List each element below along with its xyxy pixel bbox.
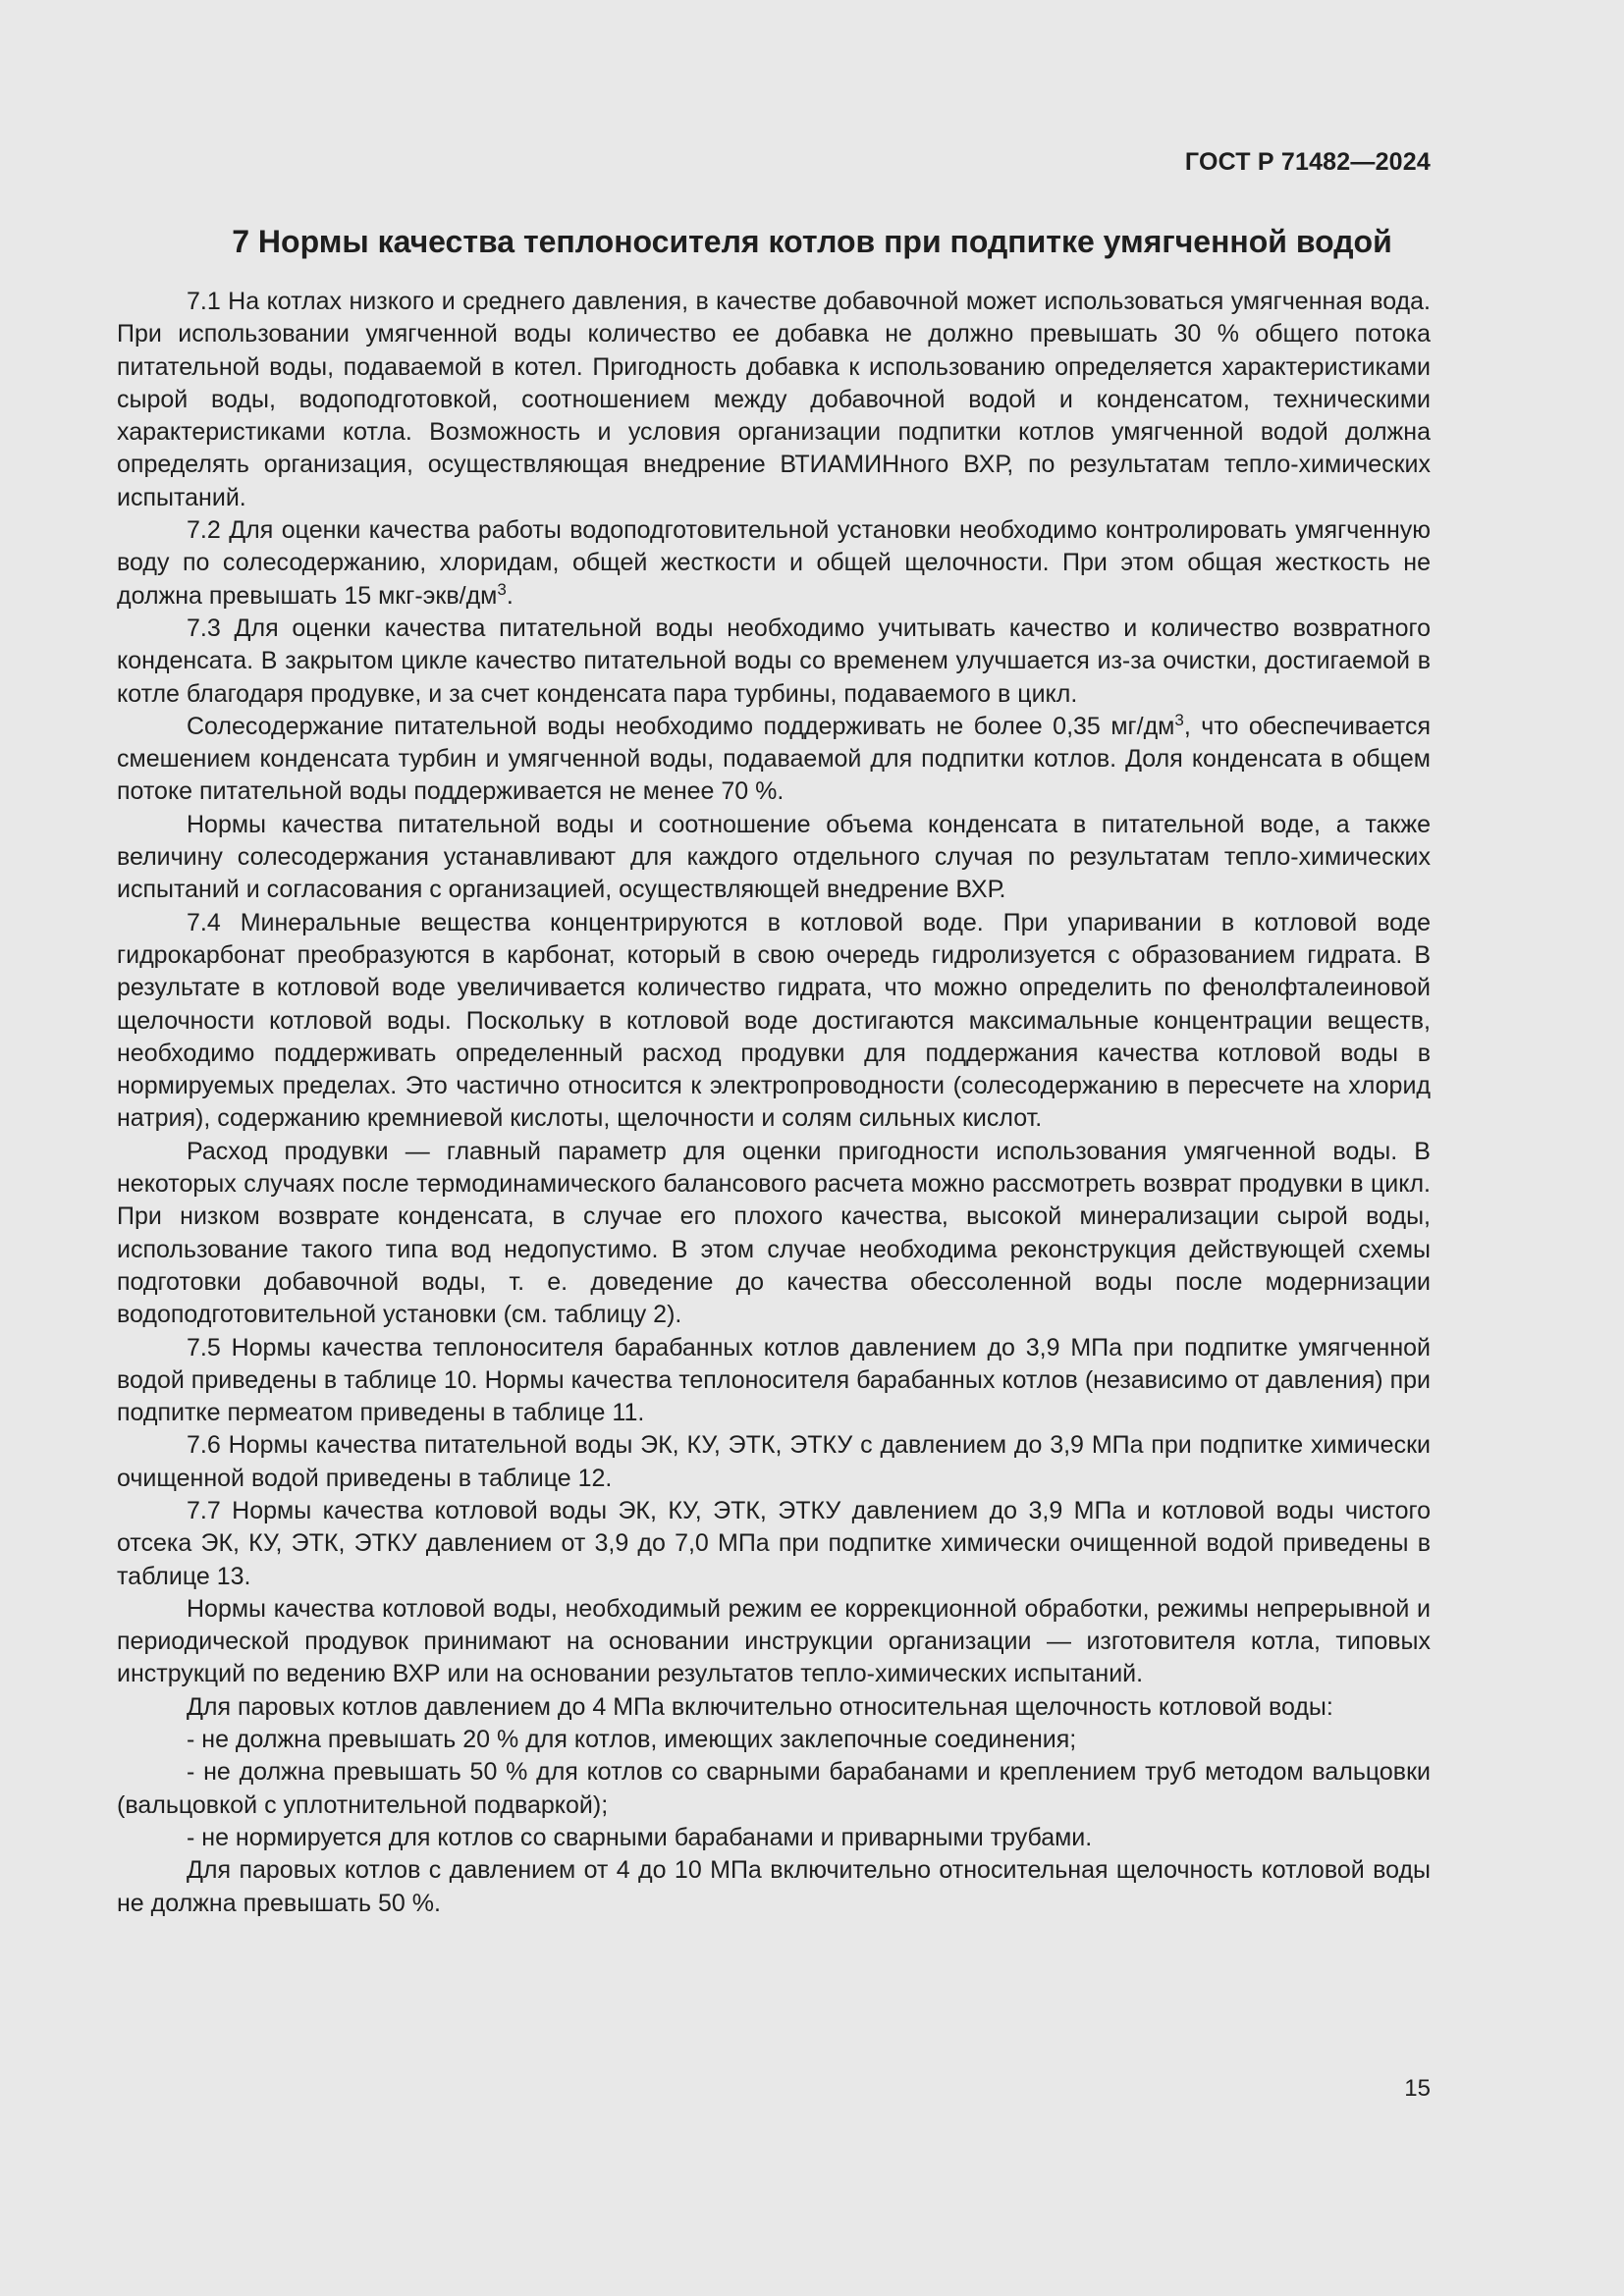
- paragraph-blowdown: Расход продувки — главный параметр для оценки пригодности использования умягченной воды. В некоторых случаях после термодинамического балансового расчета можно рассмотреть возврат продувки в цикл. При низком возврате конденсата, в случае его плохого качества, высокой минерализации сырой воды, использование такого типа вод недопустимо. В этом случае необходима реконструкция действующей схемы подготовки добавочной воды, т. е. доведение до качества обессоленной воды после модернизации водоподготовительной установки (см. таблицу 2).: [117, 1137, 1431, 1329]
- standard-designation: ГОСТ Р 71482—2024: [1184, 148, 1431, 176]
- paragraph-boiler-water-norms: Нормы качества котловой воды, необходимый режим ее коррекционной обработки, режимы непрерывной и периодической продувок принимают на основании инструкции организации — изготовителя котла, типовых инструкций по ведению ВХР или на основании результатов тепло-химических испытаний.: [117, 1594, 1431, 1688]
- paragraph-feed-water-norms: Нормы качества питательной воды и соотношение объема конденсата в питательной воде, а также величину солесодержания устанавливают для каждого отдельного случая по результатам тепло-химических испытаний и согласования с организацией, осуществляющей внедрение ВХР.: [117, 810, 1431, 904]
- paragraph-alkalinity-4-10: Для паровых котлов с давлением от 4 до 10 МПа включительно относительная щелочность котловой воды не должна превышать 50 %.: [117, 1856, 1431, 1917]
- paragraph-7-3: 7.3 Для оценки качества питательной воды необходимо учитывать качество и количество возвратного конденсата. В закрытом цикле качество питательной воды со временем улучшается из-за очистки, достигаемой в котле благодаря продувке, и за счет конденсата пара турбины, подаваемого в цикл.: [117, 614, 1431, 708]
- section-title: 7 Нормы качества теплоносителя котлов при подпитке умягченной водой: [232, 224, 1392, 259]
- list-item: - не нормируется для котлов со сварными барабанами и приварными трубами.: [187, 1823, 1093, 1851]
- page-number: 15: [1404, 2075, 1431, 2102]
- paragraph-7-5: 7.5 Нормы качества теплоносителя барабанных котлов давлением до 3,9 МПа при подпитке умягченной водой приведены в таблице 10. Нормы качества теплоносителя барабанных котлов (независимо от давления) при подпитке пермеатом приведены в таблице 11.: [117, 1333, 1431, 1427]
- paragraph-7-1: 7.1 На котлах низкого и среднего давления, в качестве добавочной может использоваться умягченная вода. При использовании умягченной воды количество ее добавка не должно превышать 30 % общего потока питательной воды, подаваемой в котел. Пригодность добавка к использованию определяется характеристиками сырой воды, водоподготовкой, соотношением между добавочной водой и конденсатом, техническими характеристиками котла. Возможность и условия организации подпитки котлов умягченной водой должна определять организация, осуществляющая внедрение ВТИАМИНного ВХР, по результатам тепло-химических испытаний.: [117, 288, 1431, 511]
- superscript: 3: [1174, 710, 1184, 729]
- paragraph-7-4: 7.4 Минеральные вещества концентрируются в котловой воде. При упаривании в котловой воде гидрокарбонат преобразуются в карбонат, который в свою очередь гидролизуется с образованием гидрата. В результате в котловой воде увеличивается количество гидрата, что можно определить по фенолфталеиновой щелочности котловой воды. Поскольку в котловой воде достигаются максимальные концентрации веществ, необходимо поддерживать определенный расход продувки для поддержания качества котловой воды в нормируемых пределах. Это частично относится к электропроводности (солесодержанию в пересчете на хлорид натрия), содержанию кремниевой кислоты, щелочности и солям сильных кислот.: [117, 908, 1431, 1133]
- paragraph-salt-content: [117, 711, 1431, 809]
- paragraph-text: 7.2 Для оценки качества работы водоподготовительной установки необходимо контролировать умягченную воду по солесодержанию, хлоридам, общей жесткости и общей щелочности. При этом общая жесткость не должна превышать 15 мкг-экв/дм: [117, 516, 1431, 610]
- paragraph-text: Солесодержание питательной воды необходимо поддерживать не более 0,35 мг/дм: [187, 712, 1175, 740]
- superscript: 3: [497, 579, 507, 599]
- list-item: - не должна превышать 50 % для котлов со сварными барабанами и креплением труб методом вальцовки (вальцовкой с уплотнительной подваркой);: [117, 1758, 1431, 1819]
- paragraph-7-6: 7.6 Нормы качества питательной воды ЭК, КУ, ЭТК, ЭТКУ с давлением до 3,9 МПа при подпитке химически очищенной водой приведены в таблице 12.: [117, 1431, 1431, 1492]
- paragraph-7-7: 7.7 Нормы качества котловой воды ЭК, КУ, ЭТК, ЭТКУ давлением до 3,9 МПа и котловой воды чистого отсека ЭК, КУ, ЭТК, ЭТКУ давлением от 3,9 до 7,0 МПа при подпитке химически очищенной водой приведены в таблице 13.: [117, 1496, 1431, 1590]
- section-body: [117, 286, 1431, 1920]
- sentence-end: .: [506, 581, 514, 610]
- paragraph-7-2: [117, 514, 1431, 613]
- paragraph-alkalinity-intro: Для паровых котлов давлением до 4 МПа включительно относительная щелочность котловой воды:: [187, 1692, 1333, 1721]
- paragraph-text-continued: , что обеспечивается смешением конденсата турбин и умягченной воды, подаваемой для подпитки котлов. Доля конденсата в общем потоке питательной воды поддерживается не менее 70 %.: [117, 712, 1431, 806]
- list-item: - не должна превышать 20 % для котлов, имеющих заклепочные соединения;: [187, 1726, 1077, 1754]
